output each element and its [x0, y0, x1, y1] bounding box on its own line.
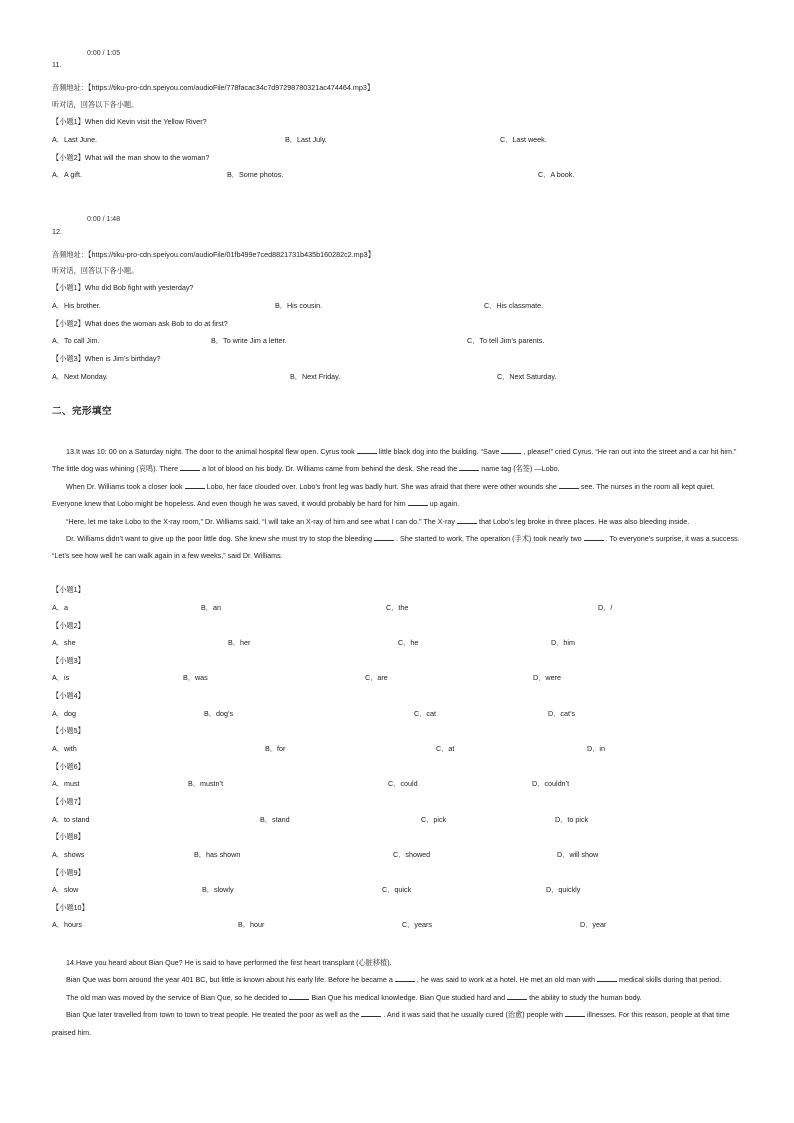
options-row: [52, 674, 742, 684]
option-d: D．cat’s: [548, 709, 576, 718]
subquestion-label: 【小题5】: [52, 726, 85, 735]
options-row: [52, 816, 742, 826]
option-d: D．year: [580, 920, 607, 929]
text-segment: 13.It was 10: 00 on a Saturday night. The door to the animal hospital flew open. Cyrus took: [66, 447, 355, 456]
options-row: [52, 604, 742, 614]
text-segment: that Lobo’s leg broke in three places. He was also bleeding inside.: [478, 516, 690, 526]
option-b: B．slowly: [202, 885, 234, 894]
option-a: A．Last June.: [52, 135, 98, 144]
option-c: C．he: [398, 638, 419, 647]
options-11-2: [52, 171, 742, 181]
option-b: B．Last July.: [285, 135, 327, 144]
blank-10[interactable]: [584, 533, 604, 541]
text-segment: . She started to work. The operation (手术) took nearly two: [396, 534, 582, 544]
option-c: C．at: [436, 744, 455, 753]
text-segment: up again.: [429, 499, 460, 509]
subquestion-12-1: 【小题1】Who did Bob fight with yesterday?: [52, 283, 194, 292]
option-c: C．the: [386, 603, 409, 612]
option-a: A．Next Monday.: [52, 372, 108, 381]
option-d: D．in: [587, 744, 605, 753]
subquestion-label: 【小题2】: [52, 621, 85, 630]
options-row: [52, 886, 742, 896]
option-a: A．a: [52, 603, 68, 612]
subquestion-label: 【小题7】: [52, 797, 85, 806]
text-segment: Bian Que his medical knowledge. Bian Que studied hard and: [311, 992, 506, 1002]
option-b: B．Next Friday.: [290, 372, 341, 381]
text-segment: . To everyone’s surprise, it was a success. “Let’s see how well he can walk again in a few weeks,” said Dr. Williams.: [52, 534, 740, 561]
blank-1[interactable]: [357, 446, 377, 454]
subquestion-12-3: 【小题3】When is Jim’s birthday?: [52, 354, 161, 363]
blank-3[interactable]: [289, 992, 309, 1000]
option-b: B．was: [183, 673, 208, 682]
option-a: A．A gift.: [52, 170, 82, 179]
options-row: [52, 921, 742, 931]
audio-url-11: 音频地址：【https://tiku-pro-cdn.speiyou.com/audioFile/778facac34c7d97298780321ac474464.mp3】: [52, 83, 375, 92]
audio-time-11: 0:00 / 1:05: [87, 50, 121, 57]
question-number-11: 11.: [52, 60, 62, 69]
text-segment: illnesses. For this reason, people at that time praised him.: [52, 1010, 730, 1037]
option-d: D．to pick: [555, 815, 589, 824]
blank-2[interactable]: [597, 974, 617, 982]
option-a: A．dog: [52, 709, 76, 718]
option-b: B．To write Jim a letter.: [211, 336, 287, 345]
blank-6[interactable]: [565, 1009, 585, 1017]
options-12-2: [52, 337, 742, 347]
passage-14-paragraph-3: [52, 989, 742, 1006]
option-c: C．Last week.: [500, 135, 547, 144]
option-b: B．Some photos.: [227, 170, 284, 179]
subquestion-label: 【小题6】: [52, 762, 85, 771]
option-a: A．slow: [52, 885, 79, 894]
subquestion-11-1: 【小题1】When did Kevin visit the Yellow River?: [52, 117, 207, 126]
option-c: C．could: [388, 779, 418, 788]
option-c: C．years: [402, 920, 432, 929]
option-d: D．were: [533, 673, 561, 682]
subquestion-12-2: 【小题2】What does the woman ask Bob to do at first?: [52, 319, 228, 328]
blank-2[interactable]: [501, 446, 521, 454]
option-a: A．His brother.: [52, 301, 101, 310]
option-a: A．with: [52, 744, 77, 753]
blank-1[interactable]: [395, 974, 415, 982]
option-d: D．/: [598, 603, 613, 612]
option-b: B．mustn’t: [188, 779, 224, 788]
text-segment: Dr. Williams didn’t want to give up the poor little dog. She knew she must try to stop the bleeding: [66, 534, 373, 544]
passage-13-paragraph-2: [52, 478, 742, 513]
option-c: C．pick: [421, 815, 447, 824]
options-row: [52, 851, 742, 861]
text-segment: see. The nurses in the room all kept quiet. Everyone knew that Lobo might be hopeless. And even though he was saved, it would probably be hard for him: [52, 481, 715, 509]
text-segment: When Dr. Williams took a closer look: [66, 481, 183, 491]
blank-5[interactable]: [361, 1009, 381, 1017]
options-row: [52, 639, 742, 649]
passage-13-paragraph-3: [52, 513, 742, 530]
option-c: C．showed: [393, 850, 431, 859]
blank-7[interactable]: [408, 498, 428, 506]
text-segment: . And it was said that he usually cured (治愈) people with: [383, 1010, 564, 1020]
passage-13-paragraph-4: [52, 530, 742, 565]
option-b: B．her: [228, 638, 251, 647]
text-segment: Bian Que later travelled from town to town to treat people. He treated the poor as well as the: [66, 1010, 360, 1020]
option-a: A．shows: [52, 850, 85, 859]
blank-4[interactable]: [507, 992, 527, 1000]
text-segment: name tag (名签) —Lobo.: [481, 464, 560, 474]
option-c: C．are: [365, 673, 388, 682]
option-c: C．quick: [382, 885, 412, 894]
text-segment: the ability to study the human body.: [529, 992, 642, 1002]
subquestion-label: 【小题4】: [52, 691, 85, 700]
options-row: [52, 745, 742, 755]
option-b: B．has shown: [194, 850, 241, 859]
option-c: C．To tell Jim’s parents.: [467, 336, 545, 345]
passage-14-paragraph-4: [52, 1006, 742, 1041]
option-c: C．cat: [414, 709, 436, 718]
option-b: B．dog’s: [204, 709, 234, 718]
options-12-1: [52, 302, 742, 312]
text-segment: a lot of blood on his body. Dr. Williams came from behind the desk. She read the: [202, 464, 458, 474]
audio-time-12: 0:00 / 1:48: [87, 216, 121, 223]
text-segment: “Here, let me take Lobo to the X-ray room,” Dr. Williams said. “I will take an X-ray of him and see what I can do.” The X-ray: [66, 516, 455, 526]
text-segment: , he was said to work at a hotel. He met an old man with: [416, 975, 596, 985]
blank-6[interactable]: [559, 481, 579, 489]
passage-14-paragraph-1: 14.Have you heard about Bian Que? He is said to have performed the first heart transplant (心脏移植).: [66, 958, 392, 967]
subquestion-11-2: 【小题2】What will the man show to the woman?: [52, 153, 210, 162]
option-b: B．an: [201, 603, 221, 612]
options-11-1: [52, 136, 742, 146]
option-b: B．for: [265, 744, 286, 753]
option-d: D．him: [551, 638, 575, 647]
option-a: A．she: [52, 638, 76, 647]
option-d: D．quickly: [546, 885, 581, 894]
passage-13-paragraph-1: [52, 443, 742, 478]
options-12-3: [52, 373, 742, 383]
blank-5[interactable]: [185, 481, 205, 489]
question-number-12: 12.: [52, 227, 62, 236]
instruction-11: 听对话，回答以下各小题。: [52, 100, 139, 109]
blank-4[interactable]: [459, 463, 479, 471]
blank-9[interactable]: [374, 533, 394, 541]
passage-13: [52, 443, 742, 565]
subquestion-label: 【小题3】: [52, 656, 85, 665]
instruction-12: 听对话，回答以下各小题。: [52, 266, 139, 275]
option-a: A．hours: [52, 920, 82, 929]
subquestion-label: 【小题10】: [52, 903, 89, 912]
option-a: A．must: [52, 779, 80, 788]
audio-url-12: 音频地址：【https://tiku-pro-cdn.speiyou.com/audioFile/01fb499e7ced8821731b435b160282c2.mp3】: [52, 250, 375, 259]
blank-3[interactable]: [180, 463, 200, 471]
options-row: [52, 710, 742, 720]
text-segment: The old man was moved by the service of Bian Que, so he decided to: [66, 992, 288, 1002]
option-b: B．hour: [238, 920, 265, 929]
text-segment: Bian Que was born around the year 401 BC, but little is known about his early life. Before he became a: [66, 975, 393, 985]
option-d: D．couldn’t: [532, 779, 570, 788]
option-a: A．to stand: [52, 815, 90, 824]
option-c: C．His classmate.: [484, 301, 544, 310]
passage-14-paragraph-2: [52, 971, 742, 988]
blank-8[interactable]: [457, 516, 477, 524]
text-segment: little black dog into the building. “Save: [378, 447, 500, 456]
text-segment: medical skills during that period.: [619, 975, 722, 985]
text-segment: Lobo, her face clouded over. Lobo’s front leg was badly hurt. She was afraid that there were other wounds she: [206, 481, 557, 491]
text-segment: , please!” cried Cyrus. “He ran out into the street and a car hit him.” The little dog was whining (哀鸣). There: [52, 447, 737, 474]
subquestion-label: 【小题9】: [52, 868, 85, 877]
option-b: B．stand: [260, 815, 290, 824]
option-a: A．is: [52, 673, 70, 682]
option-b: B．His cousin.: [275, 301, 323, 310]
option-a: A．To call Jim.: [52, 336, 100, 345]
passage-14: [52, 954, 742, 1041]
option-c: C．A book.: [538, 170, 575, 179]
section-heading-cloze: 二、完形填空: [52, 406, 113, 417]
subquestion-label: 【小题8】: [52, 832, 85, 841]
option-d: D．will show: [557, 850, 599, 859]
option-c: C．Next Saturday.: [497, 372, 557, 381]
options-row: [52, 780, 742, 790]
subquestion-label: 【小题1】: [52, 585, 85, 594]
